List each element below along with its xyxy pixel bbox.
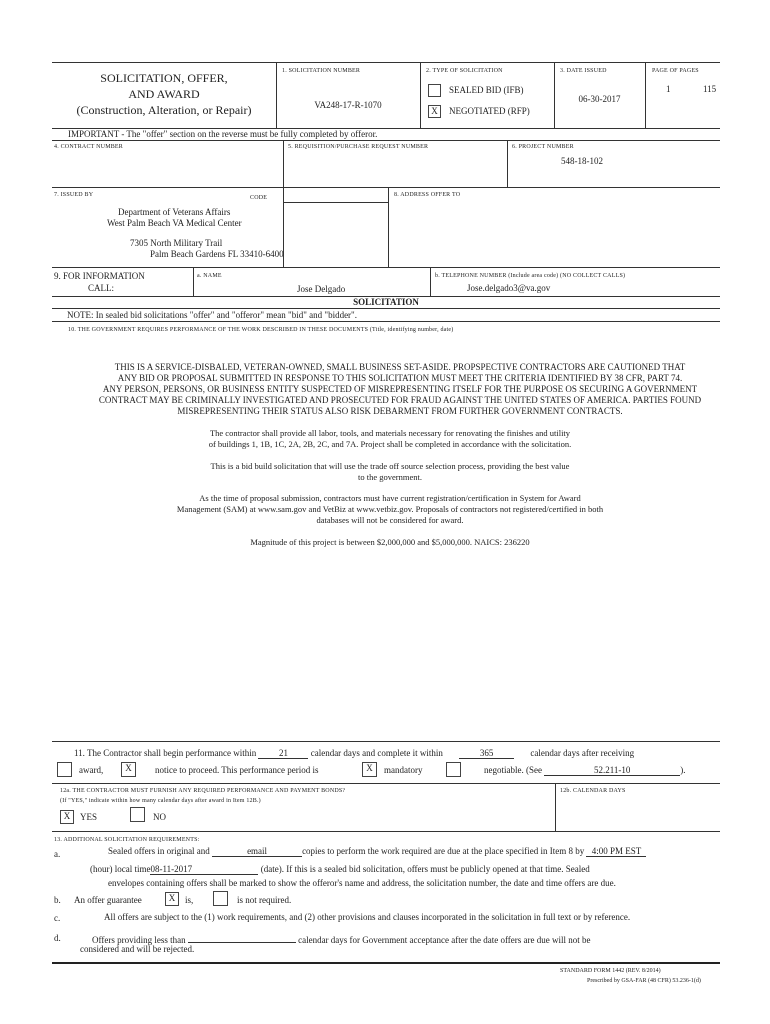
form-title-line3: (Construction, Alteration, or Repair) bbox=[76, 103, 252, 117]
bonds-no-label: NO bbox=[153, 812, 166, 822]
warning-line5: MISREPRESENTING THEIR STATUS ALSO RISK DEBARMENT FROM FURTHER GOVERNMENT CONTRACTS. bbox=[177, 406, 623, 416]
registration-line3: databases will not be considered for award. bbox=[316, 515, 464, 525]
scope-line2: of buildings 1, 1B, 1C, 2A, 2B, 2C, and 7A. Project shall be completed in accordance with the solicitation. bbox=[208, 439, 572, 449]
item11-text2: calendar days and complete it within bbox=[310, 748, 443, 758]
mandatory-label: mandatory bbox=[384, 765, 423, 775]
issued-by-line4: Palm Beach Gardens FL 33410-6400 bbox=[150, 249, 284, 259]
scope-line1: The contractor shall provide all labor, tools, and materials necessary for renovating the finishes and utility bbox=[209, 428, 571, 438]
item13d-text3: considered and will be rejected. bbox=[80, 944, 195, 954]
address-offer-to-label: 8. ADDRESS OFFER TO bbox=[394, 192, 461, 198]
item13b-text: An offer guarantee bbox=[74, 895, 142, 905]
telephone-label: b. TELEPHONE NUMBER (Include area code) (NO COLLECT CALLS) bbox=[435, 273, 626, 279]
page-of-pages-label: PAGE OF PAGES bbox=[652, 68, 699, 74]
registration-line2: Management (SAM) at www.sam.gov and VetBiz at www.vetbiz.gov. Proposals of contractors not registered/certified in both bbox=[176, 504, 604, 514]
sealed-bid-note: NOTE: In sealed bid solicitations "offer" and "offeror" mean "bid" and "bidder". bbox=[67, 310, 357, 320]
item10-sublabel: (Title, identifying number, date) bbox=[369, 327, 454, 333]
due-date[interactable]: 08-11-2017 bbox=[150, 864, 258, 875]
item13a-text2: copies to perform the work required are due at the place specified in Item 8 by bbox=[302, 846, 585, 856]
magnitude-paragraph: Magnitude of this project is between $2,000,000 and $5,000,000. NAICS: 236220 bbox=[250, 537, 530, 547]
solicitation-heading: SOLICITATION bbox=[353, 297, 419, 307]
sealed-bid-checkbox[interactable] bbox=[428, 84, 441, 97]
guarantee-is-label: is, bbox=[185, 895, 194, 905]
negotiated-label: NEGOTIATED (RFP) bbox=[449, 106, 530, 116]
process-line2: to the government. bbox=[358, 472, 422, 482]
form-number: STANDARD FORM 1442 (REV. 8/2014) bbox=[560, 968, 661, 974]
acceptance-days-field[interactable] bbox=[188, 932, 296, 943]
item11-text1: 11. The Contractor shall begin performance within bbox=[74, 748, 257, 758]
process-paragraph bbox=[60, 461, 720, 483]
item13a-marker: a. bbox=[54, 849, 61, 859]
registration-paragraph bbox=[60, 493, 720, 526]
type-of-solicitation-label: 2. TYPE OF SOLICITATION bbox=[426, 68, 503, 74]
contact-name: Jose Delgado bbox=[297, 284, 346, 294]
item10-label: 10. THE GOVERNMENT REQUIRES PERFORMANCE OF THE WORK DESCRIBED IN THESE DOCUMENTS bbox=[68, 327, 369, 333]
guarantee-not-required-checkbox[interactable] bbox=[213, 891, 228, 906]
issued-by-label: 7. ISSUED BY bbox=[54, 192, 94, 198]
notice-to-proceed-checkbox[interactable]: X bbox=[121, 762, 136, 777]
issued-by-line1: Department of Veterans Affairs bbox=[118, 207, 231, 217]
start-days[interactable]: 21 bbox=[258, 748, 308, 759]
item13a-text4: (date). If this is a sealed bid solicitation, offers must be publicly opened at that time. Sealed bbox=[260, 864, 590, 874]
issued-by-line2: West Palm Beach VA Medical Center bbox=[107, 218, 242, 228]
item13a-text1: Sealed offers in original and bbox=[108, 846, 210, 856]
warning-line2: ANY BID OR PROPOSAL SUBMITTED IN RESPONSE TO THIS SOLICITATION MUST MEET THE CRITERIA IDENTIFIED BY 38 CFR, PART 74. bbox=[117, 373, 683, 383]
item13a-text3: (hour) local time bbox=[90, 864, 151, 874]
item13d-text1: Offers providing less than bbox=[92, 935, 186, 945]
copies-count[interactable]: email bbox=[212, 846, 302, 857]
award-label: award, bbox=[79, 765, 104, 775]
item12a-label: 12a. THE CONTRACTOR MUST FURNISH ANY REQUIRED PERFORMANCE AND PAYMENT BONDS? bbox=[60, 788, 346, 794]
warning-line1: THIS IS A SERVICE-DISBALED, VETERAN-OWNED, SMALL BUSINESS SET-ASIDE. PROPSPECTIVE CONTRACTORS ARE CAUTIONED THAT bbox=[114, 362, 686, 372]
prescribed-by: Prescribed by GSA-FAR (48 CFR) 53.236-1(d) bbox=[587, 978, 701, 984]
bonds-no-checkbox[interactable] bbox=[130, 807, 145, 822]
page-number: 1 bbox=[666, 84, 671, 94]
item13a-text5: envelopes containing offers shall be marked to show the offeror's name and address, the solicitation number, the date and time offers are due. bbox=[108, 878, 616, 888]
item13-label: 13. ADDITIONAL SOLICITATION REQUIREMENTS: bbox=[54, 837, 200, 843]
registration-line1: As the time of proposal submission, contractors must have current registration/certification in System for Award bbox=[199, 493, 581, 503]
mandatory-checkbox[interactable]: X bbox=[362, 762, 377, 777]
item13c-text: All offers are subject to the (1) work requirements, and (2) other provisions and clauses incorporated in the solicitation in full text or by reference. bbox=[104, 912, 631, 922]
warning-block bbox=[40, 362, 760, 417]
negotiable-checkbox[interactable] bbox=[446, 762, 461, 777]
code-label: CODE bbox=[250, 195, 268, 201]
solicitation-number: VA248-17-R-1070 bbox=[314, 100, 382, 110]
see-close: ). bbox=[680, 765, 686, 775]
name-label: a. NAME bbox=[197, 273, 222, 279]
item13b-marker: b. bbox=[54, 895, 61, 905]
scope-paragraph bbox=[60, 428, 720, 450]
item11-text3: calendar days after receiving bbox=[530, 748, 635, 758]
contact-email[interactable]: Jose.delgado3@va.gov bbox=[467, 283, 551, 293]
item12b-label: 12b. CALENDAR DAYS bbox=[560, 788, 626, 794]
guarantee-is-checkbox[interactable]: X bbox=[165, 892, 179, 906]
total-pages: 115 bbox=[703, 84, 717, 94]
item13d-text2: calendar days for Government acceptance after the date offers are due will not be bbox=[298, 935, 591, 945]
bonds-yes-checkbox[interactable]: X bbox=[60, 810, 74, 824]
process-line1: This is a bid build solicitation that will use the trade off source selection process, providing the best value bbox=[210, 461, 570, 471]
bonds-yes-label: YES bbox=[80, 812, 98, 822]
warning-line3: ANY PERSON, PERSONS, OR BUSINESS ENTITY SUSPECTED OF MISREPRESENTING ITSELF FOR THE PURPOSE OS SECURING A GOVERNMENT bbox=[102, 384, 698, 394]
complete-days[interactable]: 365 bbox=[459, 748, 514, 759]
contract-number-label: 4. CONTRACT NUMBER bbox=[54, 144, 123, 150]
item11-text4: notice to proceed. This performance period is bbox=[155, 765, 319, 775]
issued-by-line3: 7305 North Military Trail bbox=[130, 238, 223, 248]
see-reference[interactable]: 52.211-10 bbox=[544, 765, 680, 776]
project-number: 548-18-102 bbox=[561, 156, 603, 166]
guarantee-not-required-label: is not required. bbox=[237, 895, 292, 905]
award-checkbox[interactable] bbox=[57, 762, 72, 777]
date-issued: 06-30-2017 bbox=[578, 94, 621, 104]
sealed-bid-label: SEALED BID (IFB) bbox=[449, 85, 524, 95]
negotiable-label: negotiable. (See bbox=[484, 765, 542, 775]
date-issued-label: 3. DATE ISSUED bbox=[560, 68, 607, 74]
solicitation-number-label: 1. SOLICITATION NUMBER bbox=[282, 68, 361, 74]
form-title: SOLICITATION, OFFER, bbox=[100, 71, 228, 85]
warning-line4: CONTRACT MAY BE CRIMINALLY INVESTIGATED AND PROSECUTED FOR FRAUD AGAINST THE UNITED STATES OF AMERICA. PARTIES FOUND bbox=[98, 395, 702, 405]
info-call-label-2: CALL: bbox=[88, 283, 114, 293]
info-call-label: 9. FOR INFORMATION bbox=[54, 271, 145, 281]
item13c-marker: c. bbox=[54, 913, 61, 923]
negotiated-checkbox[interactable]: X bbox=[428, 105, 441, 118]
item13d-marker: d. bbox=[54, 933, 61, 943]
requisition-number-label: 5. REQUISITION/PURCHASE REQUEST NUMBER bbox=[288, 144, 429, 150]
due-time[interactable]: 4:00 PM EST bbox=[586, 846, 646, 857]
item12a-sublabel: (If "YES," indicate within how many calendar days after award in Item 12B.) bbox=[60, 798, 261, 804]
form-title-line2: AND AWARD bbox=[128, 87, 200, 101]
important-note: IMPORTANT - The "offer" section on the reverse must be fully completed by offeror. bbox=[68, 129, 378, 139]
project-number-label: 6. PROJECT NUMBER bbox=[512, 144, 574, 150]
